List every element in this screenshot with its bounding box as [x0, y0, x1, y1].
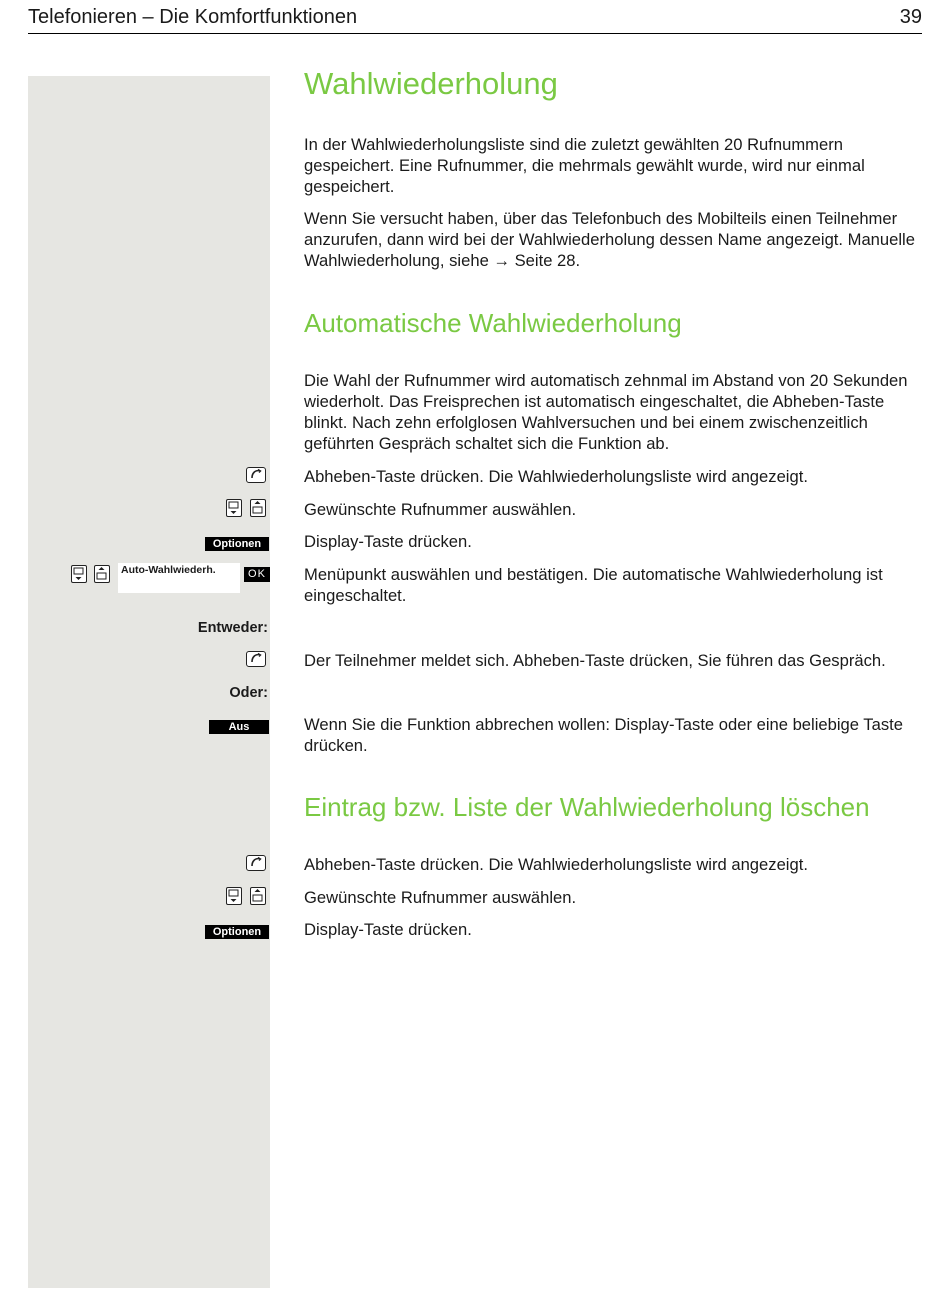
page-number: 39: [899, 6, 922, 28]
nav-down-icon: [226, 887, 242, 905]
hook-off-key-icon: [246, 651, 266, 667]
step-display-key: Display-Taste drücken.: [304, 532, 472, 551]
display-menu-item: Auto-Wahlwiederh.: [121, 564, 216, 576]
hook-off-key-icon: [246, 855, 266, 871]
section-heading-eintrag-loeschen: Eintrag bzw. Liste der Wahlwiederholung löschen: [304, 792, 870, 822]
softkey-optionen: Optionen: [205, 537, 269, 551]
nav-keys: [226, 887, 268, 907]
step-hook-off: Abheben-Taste drücken. Die Wahlwiederholungsliste wird angezeigt.: [304, 467, 808, 486]
section-heading-automatische-wahlwiederholung: Automatische Wahlwiederholung: [304, 308, 682, 338]
step-select-number: Gewünschte Rufnummer auswählen.: [304, 500, 577, 519]
label-entweder: Entweder:: [197, 620, 268, 636]
paragraph-telefonbuch: Wenn Sie versucht haben, über das Telefonbuch des Mobilteils einen Teilnehmer anzurufen, dann wird bei der Wahlwiederholung dessen Name angezeigt. Manuelle Wahlwiederholung, siehe → Seite 28.: [304, 209, 915, 270]
header-rule: [28, 33, 922, 34]
nav-down-icon: [226, 499, 242, 517]
header-title: Telefonieren – Die Komfortfunktionen: [28, 6, 358, 28]
ok-softkey: OK: [244, 567, 270, 582]
section-heading-wahlwiederholung: Wahlwiederholung: [304, 66, 558, 101]
nav-up-icon: [250, 887, 266, 905]
nav-keys: [226, 499, 268, 519]
softkey-aus: Aus: [209, 720, 269, 734]
step-call-answered: Der Teilnehmer meldet sich. Abheben-Taste drücken, Sie führen das Gespräch.: [304, 651, 886, 670]
step-cancel-function: Wenn Sie die Funktion abbrechen wollen: Display-Taste oder eine beliebige Taste drücken.: [304, 715, 903, 755]
step-hook-off: Abheben-Taste drücken. Die Wahlwiederholungsliste wird angezeigt.: [304, 855, 808, 874]
softkey-optionen: Optionen: [205, 925, 269, 939]
step-select-number: Gewünschte Rufnummer auswählen.: [304, 888, 577, 907]
margin-column: [28, 76, 270, 1288]
nav-keys-menu: [71, 565, 113, 585]
paragraph-intro: In der Wahlwiederholungsliste sind die zuletzt gewählten 20 Rufnummern gespeichert. Eine Rufnummer, die mehrmals gewählt wurde, wird nur einmal gespeichert.: [304, 135, 865, 196]
nav-up-icon: [250, 499, 266, 517]
step-display-key: Display-Taste drücken.: [304, 920, 472, 939]
hook-off-key-icon: [246, 467, 266, 483]
nav-up-icon: [94, 565, 110, 583]
step-select-menu: Menüpunkt auswählen und bestätigen. Die automatische Wahlwiederholung ist eingeschaltet.: [304, 565, 883, 605]
label-oder: Oder:: [229, 685, 268, 701]
nav-down-icon: [71, 565, 87, 583]
paragraph-automatic-intro: Die Wahl der Rufnummer wird automatisch zehnmal im Abstand von 20 Sekunden wiederholt. Das Freisprechen ist automatisch eingeschaltet, die Abheben-Taste blinkt. Nach zehn erfolglosen Wahlversuchen und bei einem zwischenzeitlich geführten Gespräch schaltet sich die Funktion ab.: [304, 371, 908, 453]
